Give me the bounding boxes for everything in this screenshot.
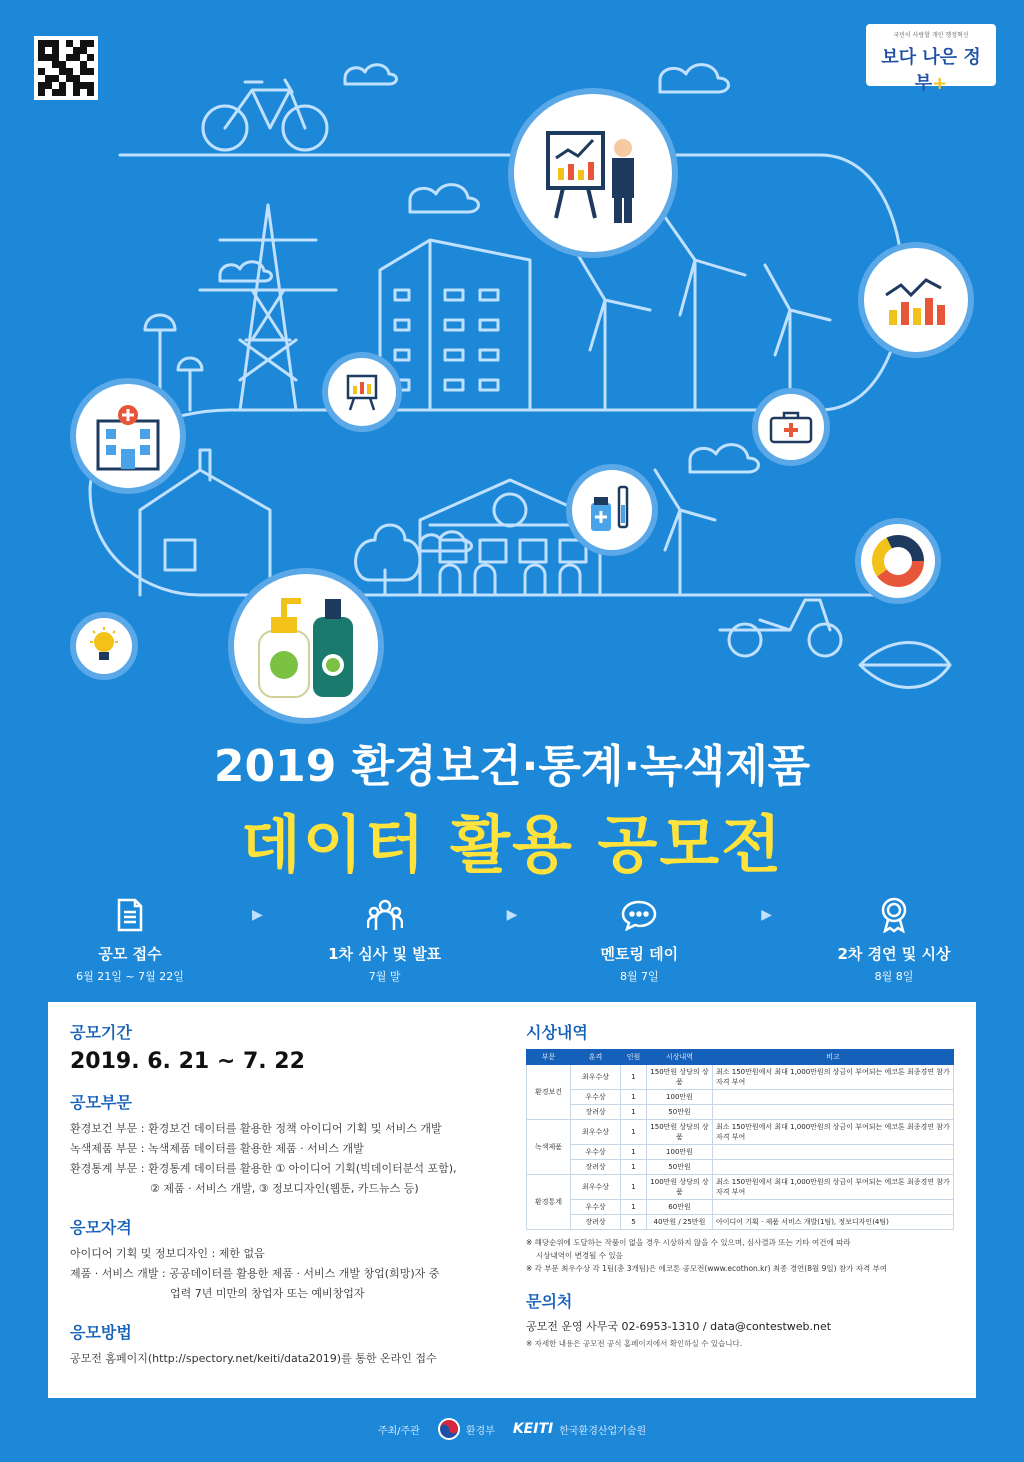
step-label: 1차 심사 및 발표 [328, 945, 442, 963]
chat-icon [549, 895, 729, 935]
step-label: 멘토링 데이 [600, 945, 679, 963]
table-cell: 최우수상 [571, 1120, 621, 1145]
keiti-name: 한국환경산업기술원 [559, 1425, 647, 1437]
bar-chart-icon [881, 270, 951, 330]
keiti-mark: KEITI [512, 1421, 554, 1437]
light-bulb-icon [87, 626, 121, 666]
prize-heading: 시상내역 [526, 1023, 588, 1042]
table-cell: 최소 150만원에서 최대 1,000만원의 상금이 부여되는 에코톤 최종경연 참가 자격 부여 [713, 1065, 954, 1090]
section-cell: 환경보건 [527, 1065, 571, 1120]
ministry-logo [438, 1418, 495, 1440]
medicine-circle [566, 464, 658, 556]
donut-chart-icon [871, 534, 925, 588]
arrow-icon: ▶ [506, 907, 518, 923]
prize-footnotes [526, 1236, 956, 1275]
power-tower-icon [200, 205, 336, 410]
table-cell: 최소 150만원에서 최대 1,000만원의 상금이 부여되는 에코톤 최종경연 참가 자격 부여 [713, 1175, 954, 1200]
eligibility-line: 아이디어 기획 및 정보디자인 : 제한 없음 [70, 1247, 265, 1260]
taegeuk-icon [438, 1418, 460, 1440]
road-path [90, 155, 903, 595]
process-steps [40, 895, 984, 990]
table-cell: 1 [621, 1200, 647, 1215]
step-date: 8월 8일 [874, 970, 914, 983]
bulb-circle [70, 612, 138, 680]
medal-icon [804, 895, 984, 935]
table-cell: 아이디어 기획 · 제품 서비스 개발(1팀), 정보디자인(4팀) [713, 1215, 954, 1230]
table-cell: 150만원 상당의 상품 [647, 1120, 713, 1145]
poster-title-line1: 2019 환경보건·통계·녹색제품 [213, 741, 811, 792]
logo-main-text: 보다 나은 정부 [881, 47, 981, 94]
category-line: 환경보건 부문 : 환경보건 데이터를 활용한 정책 아이디어 기획 및 서비스 개발 [70, 1122, 442, 1135]
footnote: 시상내역이 변경될 수 있음 [536, 1251, 623, 1260]
table-cell: 50만원 [647, 1105, 713, 1120]
column-header: 훈격 [571, 1050, 621, 1065]
sponsor-label: 주최/주관 [377, 1425, 420, 1437]
step-first-review [295, 895, 475, 984]
first-aid-kit-icon [769, 410, 813, 444]
period-heading: 공모기간 [70, 1023, 132, 1042]
table-cell: 100만원 [647, 1090, 713, 1105]
products-circle [228, 568, 384, 724]
hospital-circle [70, 378, 186, 494]
category-line: 환경통계 부문 : 환경통계 데이터를 활용한 ① 아이디어 기획(빅데이터분석 포함), [70, 1162, 457, 1175]
table-cell: 우수상 [571, 1145, 621, 1160]
step-label: 공모 접수 [98, 945, 162, 963]
step-application [40, 895, 220, 984]
table-cell: 우수상 [571, 1090, 621, 1105]
section-cell: 환경통계 [527, 1175, 571, 1230]
method-section [70, 1320, 510, 1369]
step-date: 8월 7일 [619, 970, 659, 983]
table-row [527, 1090, 954, 1105]
presentation-circle [508, 88, 678, 258]
table-cell [713, 1200, 954, 1215]
hospital-icon [88, 401, 168, 471]
column-header: 시상내역 [647, 1050, 713, 1065]
contact-line[interactable]: 공모전 운영 사무국 02-6953-1310 / data@contestweb.net [526, 1320, 832, 1333]
table-cell: 1 [621, 1160, 647, 1175]
eligibility-line: 제품 · 서비스 개발 : 공공데이터를 활용한 제품 · 서비스 개발 창업(희망)자 중 [70, 1267, 440, 1280]
arrow-icon: ▶ [761, 907, 773, 923]
table-cell: 우수상 [571, 1200, 621, 1215]
sponsors-bar [0, 1418, 1024, 1440]
table-cell: 40만원 / 25만원 [647, 1215, 713, 1230]
table-cell [713, 1160, 954, 1175]
poster-title-line2: 데이터 활용 공모전 [240, 808, 784, 881]
prize-table [526, 1049, 954, 1230]
eligibility-line: 업력 7년 미만의 창업자 또는 예비창업자 [170, 1287, 365, 1300]
team-icon [295, 895, 475, 935]
column-header: 부문 [527, 1050, 571, 1065]
step-label: 2차 경연 및 시상 [837, 945, 951, 963]
ministry-name: 환경부 [465, 1425, 495, 1437]
table-cell: 장려상 [571, 1105, 621, 1120]
table-cell: 150만원 상당의 상품 [647, 1065, 713, 1090]
medicine-icon [585, 483, 639, 537]
category-heading: 공모부문 [70, 1093, 132, 1112]
table-cell: 1 [621, 1120, 647, 1145]
keiti-logo [513, 1421, 646, 1437]
contact-section [526, 1289, 956, 1349]
method-heading: 응모방법 [70, 1323, 132, 1342]
table-cell: 1 [621, 1175, 647, 1200]
table-cell: 1 [621, 1105, 647, 1120]
table-row [527, 1145, 954, 1160]
table-cell: 100만원 [647, 1145, 713, 1160]
arrow-icon: ▶ [251, 907, 263, 923]
table-cell [713, 1145, 954, 1160]
table-cell [713, 1105, 954, 1120]
table-cell [713, 1090, 954, 1105]
table-cell: 1 [621, 1065, 647, 1090]
category-line: 녹색제품 부문 : 녹색제품 데이터를 활용한 제품 · 서비스 개발 [70, 1142, 364, 1155]
info-right-column [526, 1020, 956, 1349]
pie-circle [855, 518, 941, 604]
logo-subtitle: 국민이 사랑할 개인 행정혁신 [893, 32, 969, 39]
table-row [527, 1065, 954, 1090]
info-left-column [70, 1020, 510, 1385]
section-cell: 녹색제품 [527, 1120, 571, 1175]
step-mentoring [549, 895, 729, 984]
eligibility-section [70, 1215, 510, 1304]
table-cell: 최우수상 [571, 1065, 621, 1090]
contact-note: ※ 자세한 내용은 공모전 공식 홈페이지에서 확인하실 수 있습니다. [526, 1339, 743, 1348]
firstaid-circle [752, 388, 830, 466]
leaf-icon [860, 643, 950, 688]
table-cell: 100만원 상당의 상품 [647, 1175, 713, 1200]
easel-icon [342, 372, 382, 412]
category-line: ② 제품 · 서비스 개발, ③ 정보디자인(웹툰, 카드뉴스 등) [150, 1182, 419, 1195]
presenter-icon [538, 118, 648, 228]
footnote: ※ 해당순위에 도달하는 작품이 없을 경우 시상하지 않을 수 있으며, 심사결과 또는 기타 여건에 따라 [526, 1238, 851, 1247]
eco-products-icon [251, 591, 361, 701]
table-row [527, 1215, 954, 1230]
table-header-row [527, 1050, 954, 1065]
easel-circle [322, 352, 402, 432]
logo-plus-icon: + [932, 73, 948, 94]
period-value: 2019. 6. 21 ~ 7. 22 [70, 1049, 305, 1074]
table-row [527, 1105, 954, 1120]
table-row [527, 1175, 954, 1200]
table-cell: 50만원 [647, 1160, 713, 1175]
table-cell: 1 [621, 1090, 647, 1105]
table-cell: 장려상 [571, 1160, 621, 1175]
category-section [70, 1090, 510, 1199]
apartment-icon [380, 240, 530, 410]
step-date: 6월 21일 ~ 7월 22일 [76, 970, 184, 983]
table-cell: 1 [621, 1145, 647, 1160]
bicycle-icon [203, 80, 327, 150]
info-panel [48, 1002, 976, 1398]
contact-heading: 문의처 [526, 1292, 573, 1311]
scooter-icon [720, 600, 841, 656]
table-cell: 최소 150만원에서 최대 1,000만원의 상금이 부여되는 에코톤 최종경연 참가 자격 부여 [713, 1120, 954, 1145]
step-final [804, 895, 984, 984]
table-row [527, 1200, 954, 1215]
footnote: ※ 각 부문 최우수상 각 1팀(총 3개팀)은 에코톤 공모전(www.ecothon.kr) 최종 경연(8월 9일) 참가 자격 부여 [526, 1264, 888, 1273]
table-row [527, 1160, 954, 1175]
table-cell: 5 [621, 1215, 647, 1230]
column-header: 인원 [621, 1050, 647, 1065]
table-cell: 최우수상 [571, 1175, 621, 1200]
eligibility-heading: 응모자격 [70, 1218, 132, 1237]
step-date: 7월 말 [368, 970, 401, 983]
hero-illustration [0, 40, 1024, 720]
method-line[interactable]: 공모전 홈페이지(http://spectory.net/keiti/data2019)를 통한 온라인 접수 [70, 1352, 437, 1365]
table-cell: 60만원 [647, 1200, 713, 1215]
column-header: 비고 [713, 1050, 954, 1065]
chart-circle [858, 242, 974, 358]
document-icon [40, 895, 220, 935]
table-row [527, 1120, 954, 1145]
table-cell: 장려상 [571, 1215, 621, 1230]
